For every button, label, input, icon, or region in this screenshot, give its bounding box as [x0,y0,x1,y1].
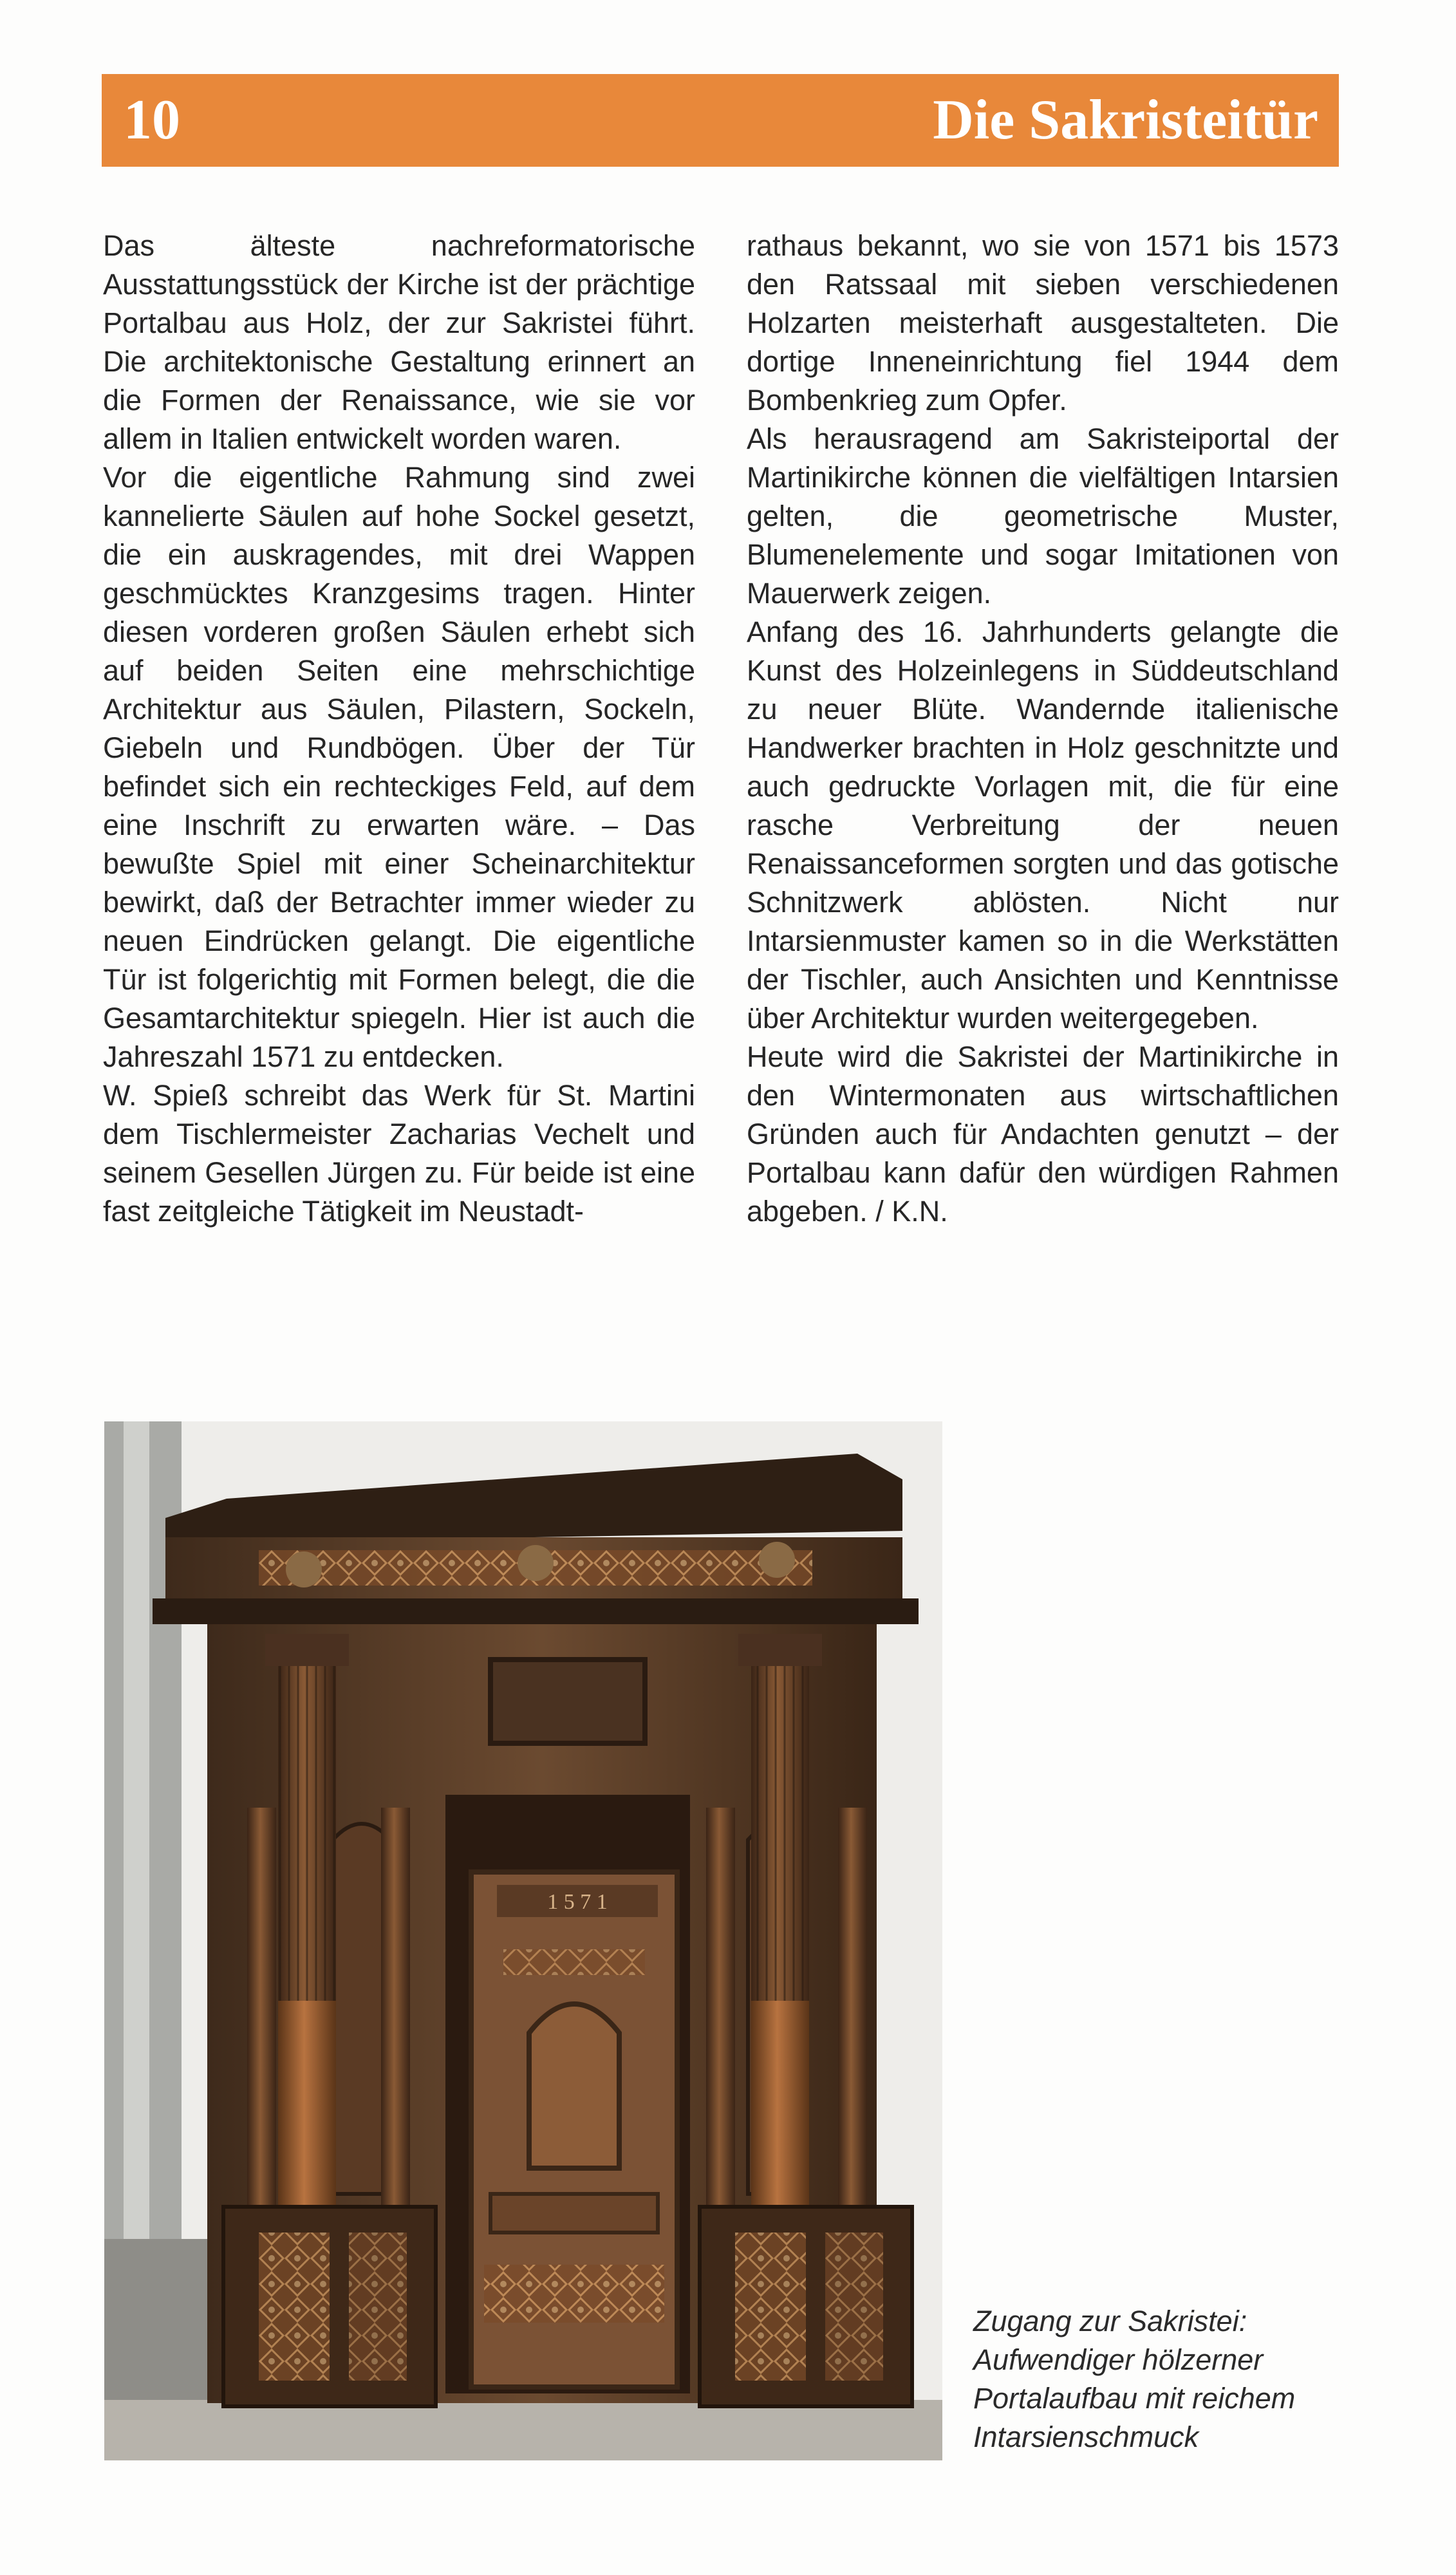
paragraph: Das älteste nachreformatorische Ausstattungsstück der Kirche ist der prächtige Portalbau aus Holz, der zur Sakristei führt. Die architektonische Gestaltung erinnert an die Formen der Renaissance, wie sie vor allem in Italien entwickelt worden waren. [103,229,695,455]
page-number: 10 [124,89,180,151]
caption-line: Intarsienschmuck [973,2420,1199,2453]
paragraph: Anfang des 16. Jahrhunderts gelangte die Kunst des Holzeinlegens in Süddeutschland zu neuer Blüte. Wandernde italienische Handwerker brachten in Holz geschnitzte und auch gedruckte Vorlagen mit, die für eine rasche Verbreitung der neuen Renaissanceformen sorgten und das gotische Schnitzwerk ablösten. Nicht nur Intarsienmuster kamen so in die Werkstätten der Tischler, auch Ansichten und Kenntnisse über Architektur wurden weitergegeben. [747,615,1339,1035]
paragraph: W. Spieß schreibt das Werk für St. Martini dem Tischlermeister Zacharias Vechelt und seinem Gesellen Jürgen zu. Für beide ist eine fast zeitgleiche Tätigkeit im Neustadt- [103,1079,695,1228]
chapter-title: Die Sakristeitür [933,89,1318,151]
photo-caption [973,2302,1372,2457]
paragraph: Heute wird die Sakristei der Martinikirche in den Wintermonaten aus wirtschaftlichen Gründen auch für Andachten genutzt – der Portalbau kann dafür den würdigen Rahmen abgeben. / K.N. [747,1040,1339,1228]
paragraph: rathaus bekannt, wo sie von 1571 bis 1573 den Ratssaal mit sieben verschiedenen Holzarten meisterhaft ausgestalteten. Die dortige Inneneinrichtung fiel 1944 dem Bombenkrieg zum Opfer. [747,229,1339,417]
caption-line: Zugang zur Sakristei: [973,2305,1247,2337]
portal-illustration [104,1421,942,2460]
door-year-inscription: 1 5 7 1 [547,1890,608,1914]
caption-line: Portalaufbau mit reichem [973,2382,1296,2415]
paragraph: Vor die eigentliche Rahmung sind zwei kannelierte Säulen auf hohe Sockel gesetzt, die ein auskragendes, mit drei Wappen geschmücktes Kranzgesims tragen. Hinter diesen vorderen großen Säulen erhebt sich auf beiden Seiten eine mehrschichtige Architektur aus Säulen, Pilastern, Sockeln, Giebeln und Rundbögen. Über der Tür befindet sich ein rechteckiges Feld, auf dem eine Inschrift zu erwarten wäre. – Das bewußte Spiel mit einer Scheinarchitektur bewirkt, daß der Betrachter immer wieder zu neuen Eindrücken gelangt. Die eigentliche Tür ist folgerichtig mit Formen belegt, die die Gesamtarchitektur spiegeln. Hier ist auch die Jahreszahl 1571 zu entdecken. [103,461,695,1073]
article-column-right [747,227,1339,1231]
sacristy-door-photo [104,1421,942,2460]
paragraph: Als herausragend am Sakristeiportal der Martinikirche können die vielfältigen Intarsien gelten, die geometrische Muster, Blumenelemente und sogar Imitationen von Mauerwerk zeigen. [747,422,1339,610]
chapter-header-bar [102,74,1339,167]
article-column-left [103,227,695,1231]
caption-line: Aufwendiger hölzerner [973,2343,1264,2376]
